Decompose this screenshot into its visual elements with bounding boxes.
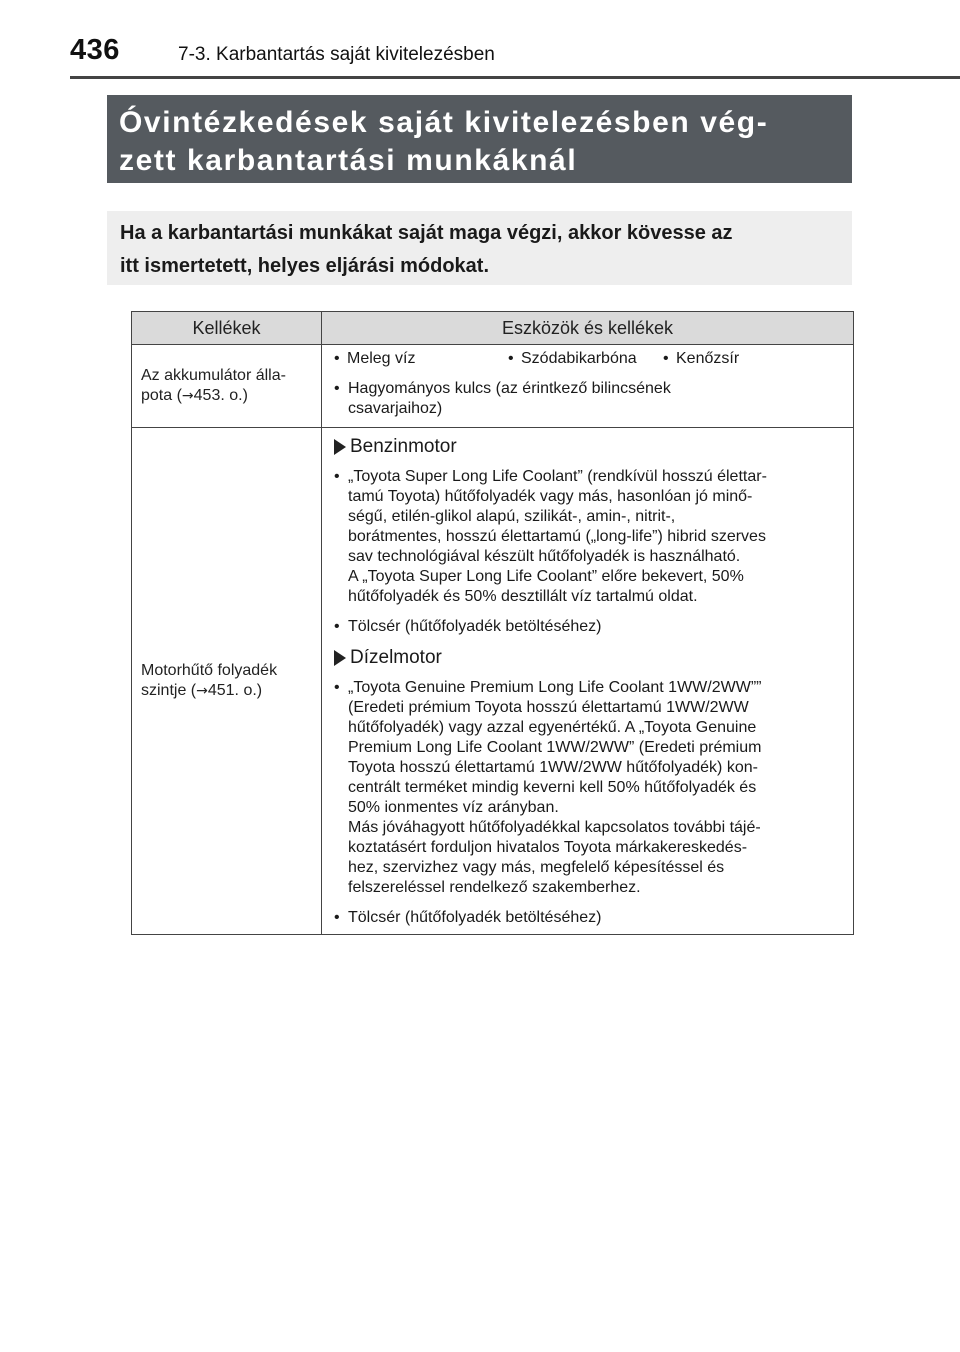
table-row-battery: [132, 345, 854, 428]
list-item: • Tölcsér (hűtőfolyadék betöltéséhez): [330, 617, 845, 637]
bullet-list: [330, 678, 845, 928]
bullet-list: [330, 467, 845, 637]
row-label-prefix: szintje (: [141, 682, 197, 699]
list-item: [330, 379, 845, 419]
intro-line1: Ha a karbantartási munkákat saját maga végzi, akkor kövesse az: [120, 222, 733, 244]
row-label-page-ref: 453. o.): [193, 387, 248, 404]
list-item-line: hez, szervizhez vagy más, megfelelő képesítéssel és: [348, 859, 725, 876]
row-items-coolant: [322, 428, 854, 935]
page-title: [119, 104, 852, 180]
list-item: • Szódabikarbóna: [504, 349, 659, 369]
intro-text: [120, 217, 852, 283]
bullet-list: [330, 379, 845, 419]
list-item-line: 50% ionmentes víz arányban.: [348, 799, 559, 816]
row-label-coolant: [132, 428, 322, 935]
list-item-line: Hagyományos kulcs (az érintkező bilincsének: [348, 380, 671, 397]
table-header-row: [132, 312, 854, 345]
row-label-page-ref: 451. o.): [207, 682, 263, 699]
table-row-coolant: [132, 428, 854, 935]
list-item-line: sav technológiával készült hűtőfolyadék is használható.: [348, 548, 741, 565]
list-item: • Kenőzsír: [659, 349, 739, 369]
page-ref-arrow-icon: →: [196, 683, 208, 699]
list-item-line: felszereléssel rendelkező szakemberhez.: [348, 879, 641, 896]
column-header-tools: Eszközök és kellékek: [322, 312, 854, 345]
row-label-line: Az akkumulátor álla-: [141, 367, 286, 384]
list-item-line: Más jóváhagyott hűtőfolyadékkal kapcsolatos további tájé-: [348, 819, 761, 836]
list-item: • Tölcsér (hűtőfolyadék betöltéséhez): [330, 908, 845, 928]
list-item-line: Toyota hosszú élettartamú 1WW/2WW hűtőfolyadék) kon-: [348, 759, 758, 776]
list-item: [330, 467, 845, 607]
page-number: 436: [70, 34, 120, 66]
column-header-supplies: Kellékek: [132, 312, 322, 345]
list-item-line: koztatásért forduljon hivatalos Toyota márkakereskedés-: [348, 839, 748, 856]
inline-item-list: [330, 349, 845, 369]
page-ref-arrow-icon: →: [181, 388, 194, 404]
subheading-label: Benzinmotor: [350, 436, 457, 457]
subheading-diesel: [330, 647, 845, 669]
list-item-line: tamú Toyota) hűtőfolyadék vagy más, hasonlóan jó minő-: [348, 488, 753, 505]
list-item-line: centrált terméket mindig keverni kell 50% hűtőfolyadék és: [348, 779, 757, 796]
triangle-bullet-icon: [334, 439, 346, 455]
title-banner: [107, 95, 852, 183]
list-item-line: ségű, etilén-glikol alapú, szilikát-, amin-, nitrit-,: [348, 508, 676, 525]
section-title: 7-3. Karbantartás saját kivitelezésben: [178, 44, 495, 65]
subheading-gasoline: [330, 436, 845, 458]
page-title-line2: zett karbantartási munkáknál: [119, 144, 578, 177]
list-item-line: borátmentes, hosszú élettartamú („long-life”) hibrid szerves: [348, 528, 766, 545]
header-divider: [70, 76, 960, 79]
triangle-bullet-icon: [334, 650, 346, 666]
row-label-line: Motorhűtő folyadék: [141, 662, 278, 679]
subheading-label: Dízelmotor: [350, 647, 442, 668]
intro-box: [107, 211, 852, 285]
list-item-line: csavarjaihoz): [348, 400, 443, 417]
list-item-line: (Eredeti prémium Toyota hosszú élettartamú 1WW/2WW: [348, 699, 749, 716]
list-item-line: hűtőfolyadék és 50% desztillált víz tartalmú oldat.: [348, 588, 698, 605]
intro-line2: itt ismertetett, helyes eljárási módokat.: [120, 255, 490, 277]
row-label-battery: [132, 345, 322, 428]
supplies-table: [131, 311, 854, 935]
page-header: [0, 0, 960, 80]
list-item-line: A „Toyota Super Long Life Coolant” előre bekevert, 50%: [348, 568, 744, 585]
page-title-line1: Óvintézkedések saját kivitelezésben vég-: [119, 106, 769, 139]
list-item-line: Premium Long Life Coolant 1WW/2WW” (Eredeti prémium: [348, 739, 762, 756]
row-items-battery: [322, 345, 854, 428]
list-item: [330, 678, 845, 898]
row-label-prefix: pota (: [141, 387, 182, 404]
list-item-line: hűtőfolyadék) vagy azzal egyenértékű. A „Toyota Genuine: [348, 719, 757, 736]
list-item: • Meleg víz: [330, 349, 504, 369]
list-item-line: „Toyota Super Long Life Coolant” (rendkívül hosszú élettar-: [348, 468, 767, 485]
list-item-line: „Toyota Genuine Premium Long Life Coolant 1WW/2WW””: [348, 679, 762, 696]
